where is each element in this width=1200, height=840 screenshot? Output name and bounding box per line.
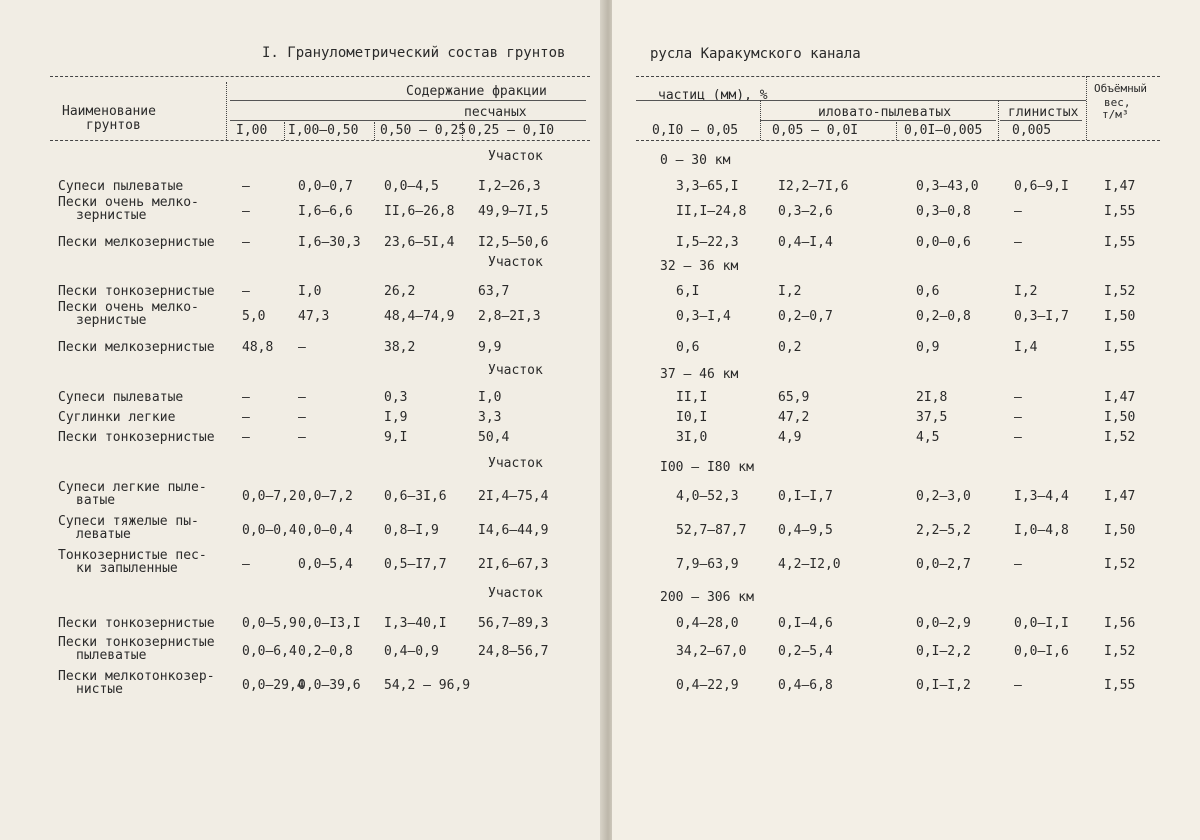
table-cell: I4,6–44,9 bbox=[478, 523, 549, 538]
table-cell: 24,8–56,7 bbox=[478, 644, 549, 659]
table-cell: – bbox=[242, 179, 250, 194]
table-cell: 0,6 bbox=[916, 284, 940, 299]
vsep-6 bbox=[896, 122, 897, 140]
table-cell: I,2 bbox=[778, 284, 802, 299]
table-cell: I,9 bbox=[384, 410, 408, 425]
table-cell: 7,9–63,9 bbox=[676, 557, 739, 572]
header-name-line1: Наименование bbox=[62, 104, 156, 119]
header-clayey: глинистых bbox=[1008, 105, 1079, 120]
table-cell: 2,8–2I,3 bbox=[478, 309, 541, 324]
table-cell: – bbox=[1014, 390, 1022, 405]
table-cell: I,52 bbox=[1104, 557, 1136, 572]
row-name: Супеси тяжелые пы- bbox=[58, 514, 199, 529]
table-cell: I,52 bbox=[1104, 644, 1136, 659]
table-cell: – bbox=[298, 340, 306, 355]
table-cell: I,50 bbox=[1104, 523, 1136, 538]
table-cell: 0,2–0,8 bbox=[298, 644, 353, 659]
table-cell: 38,2 bbox=[384, 340, 416, 355]
table-cell: 0,0–0,4 bbox=[298, 523, 353, 538]
vsep-name bbox=[226, 82, 227, 140]
section-label: Участок bbox=[488, 149, 543, 164]
vsep-7 bbox=[998, 100, 999, 140]
header-silty: иловато-пылеватых bbox=[818, 105, 952, 120]
table-cell: 0,0–2,7 bbox=[916, 557, 971, 572]
table-cell: I,47 bbox=[1104, 179, 1136, 194]
header-size-8: 0,005 bbox=[1012, 123, 1052, 138]
table-cell: 0,0–4,5 bbox=[384, 179, 439, 194]
table-cell: – bbox=[1014, 430, 1022, 445]
underline-silty bbox=[760, 120, 996, 121]
table-cell: I,55 bbox=[1104, 235, 1136, 250]
table-cell: 65,9 bbox=[778, 390, 810, 405]
table-cell: 0,2–0,8 bbox=[916, 309, 971, 324]
row-name: Тонкозернистые пес- bbox=[58, 548, 207, 563]
table-cell: 48,8 bbox=[242, 340, 274, 355]
table-cell: I,52 bbox=[1104, 430, 1136, 445]
table-cell: 0,0–2,9 bbox=[916, 616, 971, 631]
table-cell: 52,7–87,7 bbox=[676, 523, 747, 538]
header-size-5: 0,I0 – 0,05 bbox=[652, 123, 739, 138]
header-size-1: I,00 bbox=[236, 123, 268, 138]
table-cell: I,47 bbox=[1104, 489, 1136, 504]
header-size-7: 0,0I–0,005 bbox=[904, 123, 983, 138]
underline-sandy bbox=[230, 120, 586, 121]
header-particles: частиц (мм), % bbox=[658, 88, 768, 103]
table-cell: 0,9 bbox=[916, 340, 940, 355]
vsep-1 bbox=[284, 122, 285, 140]
table-cell: 2I,4–75,4 bbox=[478, 489, 549, 504]
table-cell: 37,5 bbox=[916, 410, 948, 425]
table-cell: – bbox=[242, 430, 250, 445]
header-sandy: песчаных bbox=[464, 105, 527, 120]
table-cell: 49,9–7I,5 bbox=[478, 204, 549, 219]
table-cell: I,0–4,8 bbox=[1014, 523, 1069, 538]
vsep-2 bbox=[374, 122, 375, 140]
section-range: I00 – I80 км bbox=[660, 460, 754, 475]
table-cell: – bbox=[298, 390, 306, 405]
table-cell: 3I,0 bbox=[676, 430, 708, 445]
table-cell: I,50 bbox=[1104, 410, 1136, 425]
table-cell: 0,6–3I,6 bbox=[384, 489, 447, 504]
table-cell: 0,6–9,I bbox=[1014, 179, 1069, 194]
table-cell: 2I,8 bbox=[916, 390, 948, 405]
table-cell: 0,2–3,0 bbox=[916, 489, 971, 504]
row-name: зернистые bbox=[76, 208, 147, 223]
page-title-left: I. Гранулометрический состав грунтов bbox=[262, 45, 566, 61]
table-cell: 0,3 bbox=[384, 390, 408, 405]
row-name: Пески тонкозернистые bbox=[58, 635, 215, 650]
table-cell: I,55 bbox=[1104, 678, 1136, 693]
table-cell: I,2 bbox=[1014, 284, 1038, 299]
table-cell: 0,3–I,4 bbox=[676, 309, 731, 324]
vsep-8 bbox=[1086, 76, 1087, 140]
table-cell: 0,0–0,4 bbox=[242, 523, 297, 538]
table-cell: I,56 bbox=[1104, 616, 1136, 631]
table-cell: 0,0–39,6 bbox=[298, 678, 361, 693]
underline-clayey bbox=[1000, 120, 1082, 121]
table-cell: 0,5–I7,7 bbox=[384, 557, 447, 572]
table-cell: 50,4 bbox=[478, 430, 510, 445]
table-cell: 26,2 bbox=[384, 284, 416, 299]
section-label: Участок bbox=[488, 255, 543, 270]
table-cell: 0,6 bbox=[676, 340, 700, 355]
table-cell: 0,4–9,5 bbox=[778, 523, 833, 538]
table-cell: I,2–26,3 bbox=[478, 179, 541, 194]
table-cell: – bbox=[1014, 678, 1022, 693]
table-cell: 0,4–0,9 bbox=[384, 644, 439, 659]
table-cell: 47,2 bbox=[778, 410, 810, 425]
table-cell: I,6–6,6 bbox=[298, 204, 353, 219]
table-cell: 0,2 bbox=[778, 340, 802, 355]
rule-top-right bbox=[636, 76, 1160, 77]
table-cell: I,52 bbox=[1104, 284, 1136, 299]
header-volume-weight-2: вес, bbox=[1104, 96, 1131, 109]
rule-header-bottom-left bbox=[50, 140, 590, 141]
table-cell: – bbox=[242, 557, 250, 572]
row-name: Супеси пылеватые bbox=[58, 390, 184, 405]
table-cell: 0,3–2,6 bbox=[778, 204, 833, 219]
table-cell: I0,I bbox=[676, 410, 708, 425]
table-cell: 0,0–5,4 bbox=[298, 557, 353, 572]
table-cell: – bbox=[1014, 410, 1022, 425]
table-cell: 0,4–22,9 bbox=[676, 678, 739, 693]
section-label: Участок bbox=[488, 363, 543, 378]
rule-top-left bbox=[50, 76, 590, 77]
table-cell: 4,0–52,3 bbox=[676, 489, 739, 504]
table-cell: 0,0–0,7 bbox=[298, 179, 353, 194]
table-cell: – bbox=[242, 235, 250, 250]
table-cell: 0,I–4,6 bbox=[778, 616, 833, 631]
table-cell: 0,0–5,9 bbox=[242, 616, 297, 631]
table-cell: 0,3–I,7 bbox=[1014, 309, 1069, 324]
row-name: Супеси легкие пыле- bbox=[58, 480, 207, 495]
table-cell: 0,0–29,4 bbox=[242, 678, 305, 693]
page-title-right: русла Каракумского канала bbox=[650, 46, 861, 62]
table-cell: – bbox=[242, 410, 250, 425]
row-name: Суглинки легкие bbox=[58, 410, 176, 425]
table-cell: I2,2–7I,6 bbox=[778, 179, 849, 194]
table-cell: – bbox=[1014, 557, 1022, 572]
table-cell: 3,3–65,I bbox=[676, 179, 739, 194]
table-cell: I,5–22,3 bbox=[676, 235, 739, 250]
table-cell: 48,4–74,9 bbox=[384, 309, 455, 324]
table-cell: 5,0 bbox=[242, 309, 266, 324]
table-cell: 0,0–7,2 bbox=[298, 489, 353, 504]
table-cell: 0,0–I,I bbox=[1014, 616, 1069, 631]
table-cell: I,55 bbox=[1104, 340, 1136, 355]
row-name: Пески тонкозернистые bbox=[58, 616, 215, 631]
table-cell: 3,3 bbox=[478, 410, 502, 425]
table-cell: 47,3 bbox=[298, 309, 330, 324]
header-size-6: 0,05 – 0,0I bbox=[772, 123, 859, 138]
table-cell: – bbox=[298, 430, 306, 445]
table-cell: II,I bbox=[676, 390, 708, 405]
table-cell: 4,5 bbox=[916, 430, 940, 445]
table-cell: 9,9 bbox=[478, 340, 502, 355]
table-cell: 2I,6–67,3 bbox=[478, 557, 549, 572]
table-cell: 34,2–67,0 bbox=[676, 644, 747, 659]
table-cell: 2,2–5,2 bbox=[916, 523, 971, 538]
row-name: Пески очень мелко- bbox=[58, 300, 199, 315]
table-cell: I,3–40,I bbox=[384, 616, 447, 631]
table-cell: – bbox=[242, 390, 250, 405]
table-cell: 54,2 – 96,9 bbox=[384, 678, 471, 693]
table-cell: – bbox=[1014, 204, 1022, 219]
header-content-fraction: Содержание фракции bbox=[406, 84, 547, 99]
section-label: Участок bbox=[488, 586, 543, 601]
row-name: Пески мелкотонкозер- bbox=[58, 669, 215, 684]
header-size-4: 0,25 – 0,I0 bbox=[468, 123, 555, 138]
underline-content bbox=[230, 100, 586, 101]
header-size-2: I,00–0,50 bbox=[288, 123, 359, 138]
table-cell: 9,I bbox=[384, 430, 408, 445]
table-cell: 56,7–89,3 bbox=[478, 616, 549, 631]
section-range: 32 – 36 км bbox=[660, 259, 739, 274]
table-cell: 6,I bbox=[676, 284, 700, 299]
table-cell: 0,2–5,4 bbox=[778, 644, 833, 659]
section-range: 37 – 46 км bbox=[660, 367, 739, 382]
vsep-5 bbox=[760, 100, 761, 140]
table-cell: I,47 bbox=[1104, 390, 1136, 405]
table-cell: 0,4–6,8 bbox=[778, 678, 833, 693]
row-name: леватые bbox=[76, 527, 131, 542]
table-cell: I,3–4,4 bbox=[1014, 489, 1069, 504]
table-cell: 0,2–0,7 bbox=[778, 309, 833, 324]
table-cell: I,50 bbox=[1104, 309, 1136, 324]
row-name: Супеси пылеватые bbox=[58, 179, 184, 194]
row-name: ки запыленные bbox=[76, 561, 178, 576]
header-volume-weight-1: Объёмный bbox=[1094, 82, 1147, 95]
row-name: Пески тонкозернистые bbox=[58, 430, 215, 445]
table-cell: I,6–30,3 bbox=[298, 235, 361, 250]
table-cell: 0,4–I,4 bbox=[778, 235, 833, 250]
row-name: зернистые bbox=[76, 313, 147, 328]
section-label: Участок bbox=[488, 456, 543, 471]
table-cell: – bbox=[1014, 235, 1022, 250]
table-cell: 4,2–I2,0 bbox=[778, 557, 841, 572]
table-cell: 0,8–I,9 bbox=[384, 523, 439, 538]
rule-header-bottom-right bbox=[636, 140, 1160, 141]
section-range: 200 – 306 км bbox=[660, 590, 754, 605]
header-name-line2: грунтов bbox=[86, 118, 141, 133]
table-cell: 0,3–43,0 bbox=[916, 179, 979, 194]
table-cell: I,0 bbox=[478, 390, 502, 405]
row-name: Пески мелкозернистые bbox=[58, 340, 215, 355]
header-volume-weight-3: т/м³ bbox=[1102, 108, 1129, 121]
table-cell: I,0 bbox=[298, 284, 322, 299]
row-name: нистые bbox=[76, 682, 123, 697]
row-name: ватые bbox=[76, 493, 116, 508]
row-name: Пески очень мелко- bbox=[58, 195, 199, 210]
table-cell: 0,I–2,2 bbox=[916, 644, 971, 659]
underline-particles bbox=[636, 100, 1086, 101]
table-cell: – bbox=[298, 410, 306, 425]
table-cell: I,55 bbox=[1104, 204, 1136, 219]
table-cell: I,4 bbox=[1014, 340, 1038, 355]
table-cell: 4,9 bbox=[778, 430, 802, 445]
table-cell: 0,4–28,0 bbox=[676, 616, 739, 631]
header-size-3: 0,50 – 0,25 bbox=[380, 123, 467, 138]
table-cell: 0,3–0,8 bbox=[916, 204, 971, 219]
table-cell: – bbox=[242, 284, 250, 299]
table-cell: 63,7 bbox=[478, 284, 510, 299]
table-cell: 0,I–I,2 bbox=[916, 678, 971, 693]
row-name: пылеватые bbox=[76, 648, 147, 663]
table-cell: – bbox=[242, 204, 250, 219]
table-cell: 0,0–7,2 bbox=[242, 489, 297, 504]
table-cell: II,I–24,8 bbox=[676, 204, 747, 219]
table-cell: 0,0–I3,I bbox=[298, 616, 361, 631]
table-cell: 0,0–0,6 bbox=[916, 235, 971, 250]
table-cell: 23,6–5I,4 bbox=[384, 235, 455, 250]
table-cell: 0,I–I,7 bbox=[778, 489, 833, 504]
table-cell: II,6–26,8 bbox=[384, 204, 455, 219]
table-cell: 0,0–I,6 bbox=[1014, 644, 1069, 659]
row-name: Пески тонкозернистые bbox=[58, 284, 215, 299]
section-range: 0 – 30 км bbox=[660, 153, 731, 168]
table-cell: I2,5–50,6 bbox=[478, 235, 549, 250]
table-cell: 0,0–6,4 bbox=[242, 644, 297, 659]
row-name: Пески мелкозернистые bbox=[58, 235, 215, 250]
